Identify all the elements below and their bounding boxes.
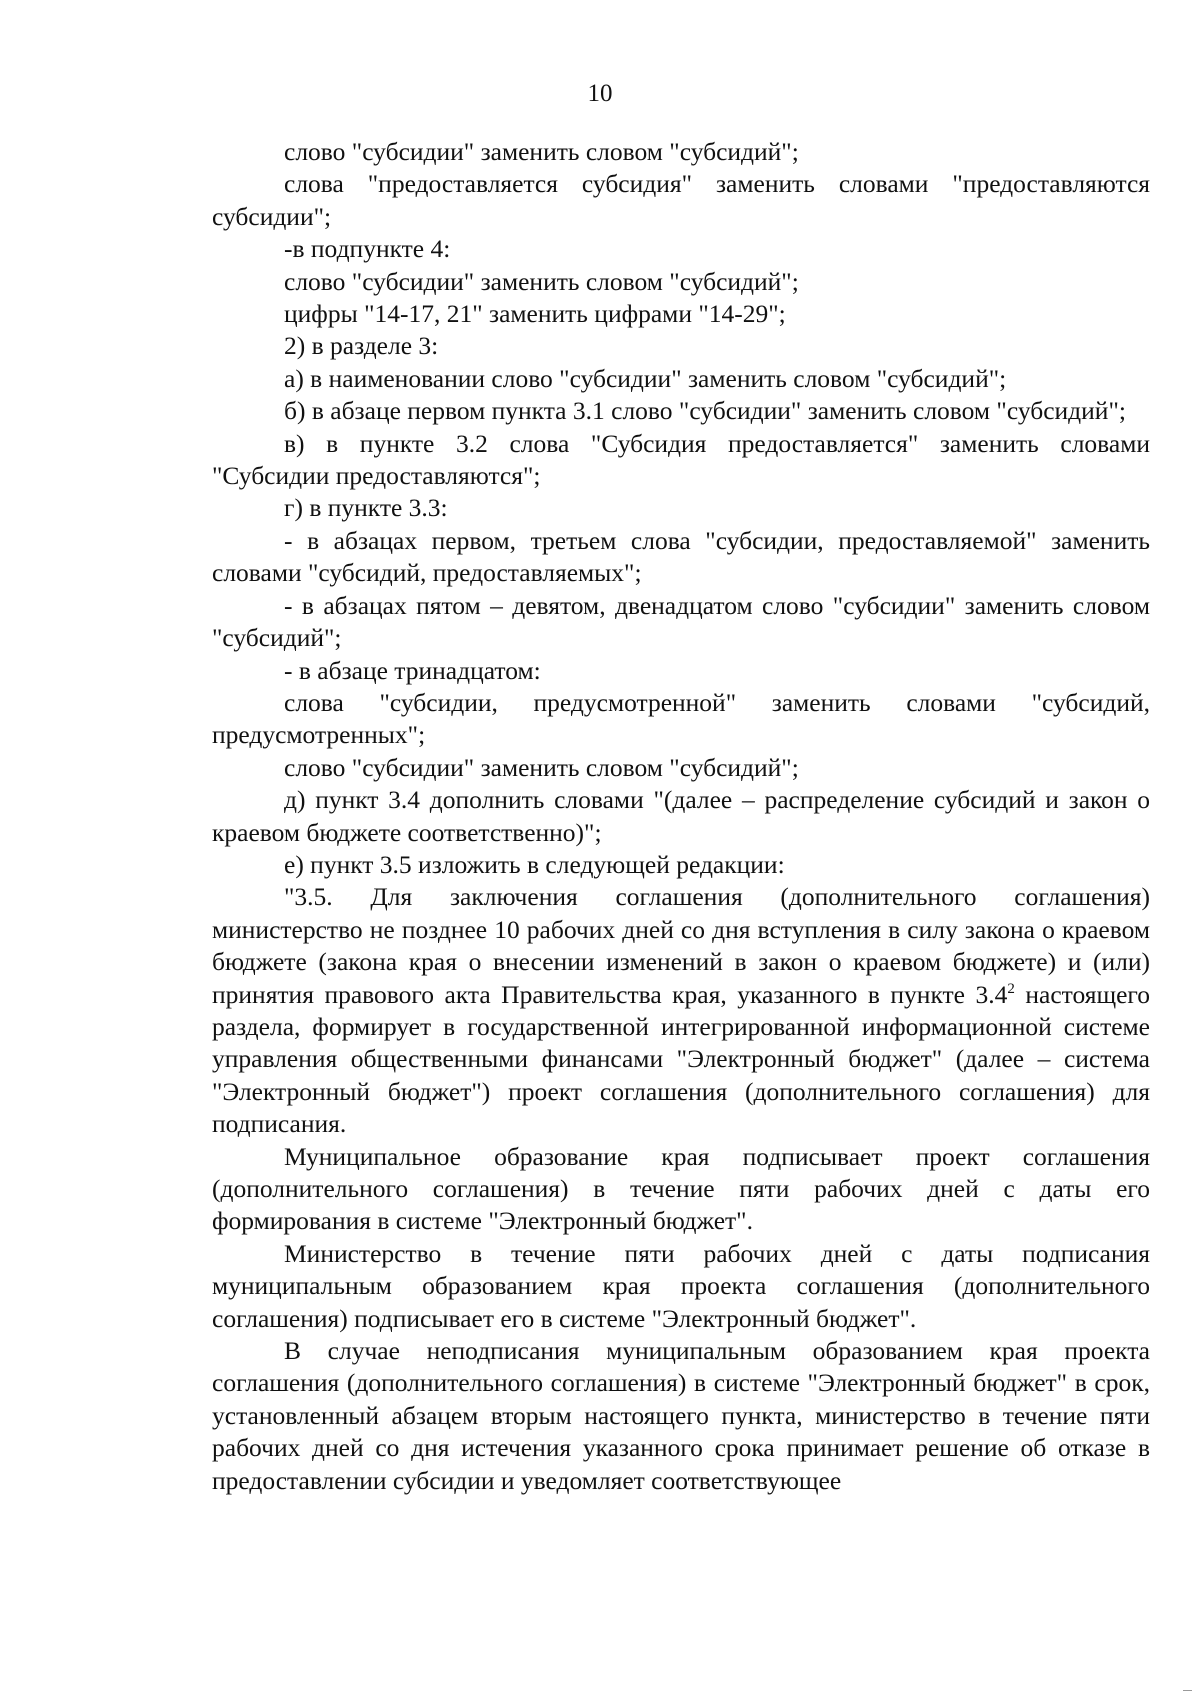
- paragraph-3-5-text-after: настоящего раздела, формирует в государственной интегрированной информационной системе управления общественными финансами "Электронный бюджет" (далее – система "Электронный бюджет") проект соглашения (дополнительного соглашения) для подписания.: [212, 979, 1150, 1139]
- superscript-number: 2: [1007, 980, 1015, 997]
- page-number: 10: [587, 80, 613, 107]
- paragraph: 2) в разделе 3:: [284, 331, 439, 361]
- paragraph: - в абзацах пятом – девятом, двенадцатом слово "субсидии" заменить словом "субсидий";: [212, 590, 1150, 653]
- paragraph: слова "предоставляется субсидия" заменить словами "предоставляются субсидии";: [212, 169, 1150, 231]
- paragraph-3-5: [212, 881, 1150, 1140]
- paragraph: б) в абзаце первом пункта 3.1 слово "субсидии" заменить словом "субсидий";: [284, 396, 1126, 426]
- paragraph: слова "субсидии, предусмотренной" заменить словами "субсидий, предусмотренных";: [212, 687, 1150, 750]
- paragraph: - в абзаце тринадцатом:: [284, 655, 541, 685]
- paragraph: Министерство в течение пяти рабочих дней с даты подписания муниципальным образованием края проекта соглашения (дополнительного соглашения) подписывает его в системе "Электронный бюджет".: [212, 1238, 1150, 1333]
- scan-edge-mark: [1183, 1690, 1192, 1691]
- paragraph: д) пункт 3.4 дополнить словами "(далее – распределение субсидий и закон о краевом бюджете соответственно)";: [212, 785, 1150, 847]
- paragraph: е) пункт 3.5 изложить в следующей редакции:: [284, 849, 785, 879]
- document-body: [212, 136, 1150, 1497]
- paragraph: цифры "14-17, 21" заменить цифрами "14-29";: [284, 299, 786, 329]
- paragraph: -в подпункте 4:: [284, 234, 451, 264]
- paragraph: в) в пункте 3.2 слова "Субсидия предоставляется" заменить словами "Субсидии предоставляются";: [212, 428, 1150, 491]
- paragraph: слово "субсидии" заменить словом "субсидий";: [284, 266, 799, 296]
- paragraph: В случае неподписания муниципальным образованием края проекта соглашения (дополнительного соглашения) в системе "Электронный бюджет" в срок, установленный абзацем вторым настоящего пункта, министерство в течение пяти рабочих дней со дня истечения указанного срока принимает решение об отказе в предоставлении субсидии и уведомляет соответствующее: [212, 1336, 1150, 1495]
- paragraph: - в абзацах первом, третьем слова "субсидии, предоставляемой" заменить словами "субсидий, предоставляемых";: [212, 525, 1150, 588]
- paragraph: г) в пункте 3.3:: [284, 493, 448, 523]
- paragraph-3-5-text-before: "3.5. Для заключения соглашения (дополнительного соглашения) министерство не позднее 10 рабочих дней со дня вступления в силу закона о краевом бюджете (закона края о внесении изменений в закон о краевом бюджете) и (или) принятия правового акта Правительства края, указанного в пункте 3.4: [212, 882, 1150, 1009]
- paragraph: слово "субсидии" заменить словом "субсидий";: [284, 137, 799, 166]
- paragraph: слово "субсидии" заменить словом "субсидий";: [284, 752, 799, 782]
- paragraph: а) в наименовании слово "субсидии" заменить словом "субсидий";: [284, 363, 1007, 393]
- paragraph: Муниципальное образование края подписывает проект соглашения (дополнительного соглашения) в течение пяти рабочих дней с даты его формирования в системе "Электронный бюджет".: [212, 1141, 1150, 1236]
